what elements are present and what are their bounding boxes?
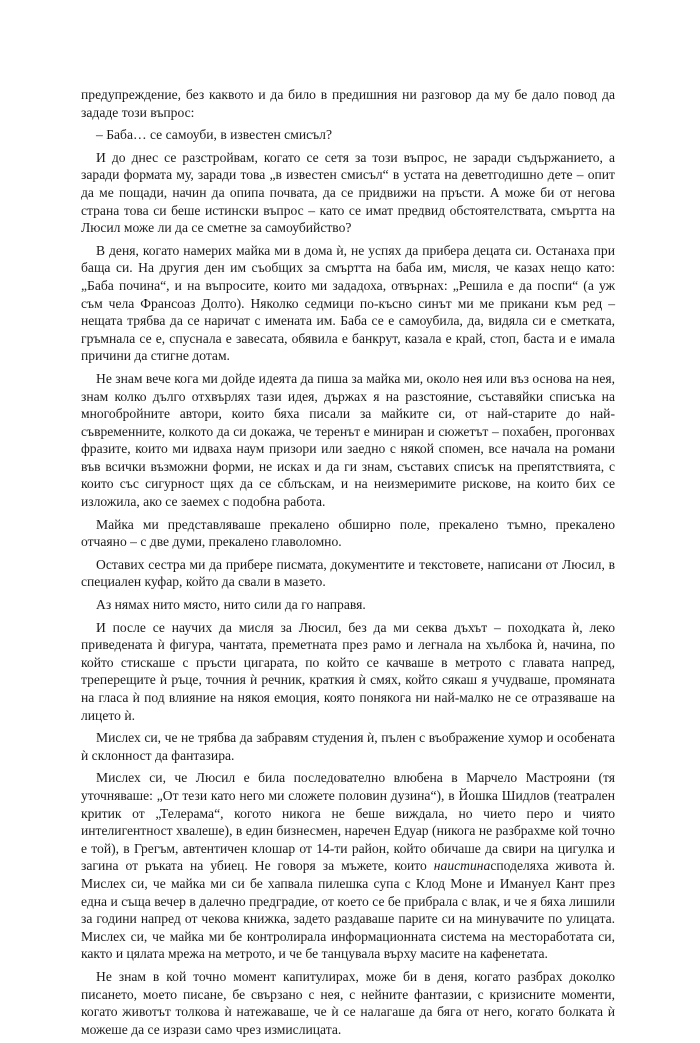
text-segment: Мислех си, че Люсил е била последователно влюбена в Марчело Мастрояни (тя уточняваше: „От тези като него ми сложете половин дузина“), в Йошка Шидлов (театрален критик от „Телерама“, когото никога не беше виждала, но чието перо и чиято интелигентност хвалеше), в един бизнесмен, наречен Едуар (никога не разбрахме кой точно е той), в Грегъм, автентичен клошар от 14-ти район, който обичаше да свири на цигулка и загина от ръката на убиец. Не говоря за мъжете, които — [81, 770, 615, 874]
text-segment: споделяха живота ѝ. Мислех си, че майка ми си бе хапвала пилешка супа с Клод Моне и Имануел Кант през една и съща вечер в далечно предградие, от което се бе прибрала с влак, и че я бяха лишили за години напред от чекова книжка, задето раздаваше парите си на минувачите по улицата. Мислех си, че майка ми бе контролирала информационната система на месторабoтата си, както и цялата мрежа на метрото, и че бе танцувала върху масите на кафенетата. — [81, 858, 615, 962]
paragraph: В деня, когато намерих майка ми в дома ѝ, не успях да прибера децата си. Останаха при баща си. На другия ден им съобщих за смъртта на баба им, мисля, че казах нещо като: „Баба почина“, и на въпросите, които ми зададоха, отвърнах: „Решила е да поспи“ (а уж съм чела Франсоаз Долто). Няколко седмици по-късно синът ми ме прикани към ред – нещата трябва да се наричат с имената им. Баба се е самоубила, да, видяла си е сметката, гръмнала се е, спуснала е завесата, обявила е банкрут, казала е край, стоп, баста и е имала причини да стигне дотам. — [81, 242, 615, 364]
paragraph: Аз нямах нито място, нито сили да го направя. — [96, 597, 366, 613]
paragraph: Майка ми представляваше прекалено обширно поле, прекалено тъмно, прекалено отчаяно – с две думи, прекалено главоломно. — [81, 516, 615, 550]
paragraph-with-italic — [81, 769, 615, 963]
italic-emphasis: наистина — [433, 858, 491, 874]
paragraph: И до днес се разстройвам, когато се сетя за този въпрос, не заради съдържанието, а заради формата му, заради това „в известен смисъл“ в устата на деветгодишно дете – опит да ме пощади, начин да опипа почвата, да се придвижи на пръсти. А може би от негова страна това си беше истински въпрос – като се имат предвид обстоятелствата, смъртта на Люсил може ли да се сметне за самоубийство? — [81, 149, 615, 236]
paragraph: Не знам в кой точно момент капитулирах, може би в деня, когато разбрах доколко писането, моето писане, бе свързано с нея, с нейните фантазии, с кризисните моменти, когато животът толкова ѝ натежаваше, че ѝ се налагаше да бяга от него, когато болката ѝ можеше да се изрази само чрез измислицата. — [81, 968, 615, 1037]
dialogue-line: – Баба… се самоуби, в известен смисъл? — [96, 127, 332, 143]
paragraph: Не знам вече кога ми дойде идеята да пиша за майка ми, около нея или въз основа на нея, знам колко дълго отхвърлях тази идея, държах я на разстояние, съставяйки списъка на многобройните автори, които бяха писали за майките си, от най-старите до най-съвременните, колкото да си докажа, че теренът е миниран и сюжетът – похабен, прогонвах фразите, които ми идваха наум призори или заедно с някой спомен, все начала на романи във всички възможни форми, не исках и да ги знам, съставих списък на препятствията, с които със сигурност щях да се сблъскам, и на неизмеримите рискове, на които бих се изложила, ако се заемех с подобна работа. — [81, 370, 615, 510]
paragraph: предупреждение, без каквото и да било в предишния ни разговор да му бе дало повод да зададе този въпрос: — [81, 87, 615, 120]
paragraph: Оставих сестра ми да прибере писмата, документите и текстовете, написани от Люсил, в специален куфар, който да свали в мазето. — [81, 556, 615, 590]
paragraph: Мислех си, че не трябва да забравям студения ѝ, пълен с въображение хумор и особената ѝ склонност да фантазира. — [81, 730, 615, 763]
document-page — [81, 86, 615, 1043]
paragraph: И после се научих да мисля за Люсил, без да ми секва дъхът – походката ѝ, леко приведената ѝ фигура, чантата, преметната през рамо и легнала на хълбока ѝ, начина, по който стискаше с пръсти цигарата, по който се качваше в метрото с главата напред, треперещите ѝ ръце, точния ѝ речник, краткия ѝ смях, който сякаш я учудваше, промяната на гласа ѝ под влияние на някоя емоция, която понякога ни най-малко не се отразяваше на лицето ѝ. — [81, 619, 615, 723]
